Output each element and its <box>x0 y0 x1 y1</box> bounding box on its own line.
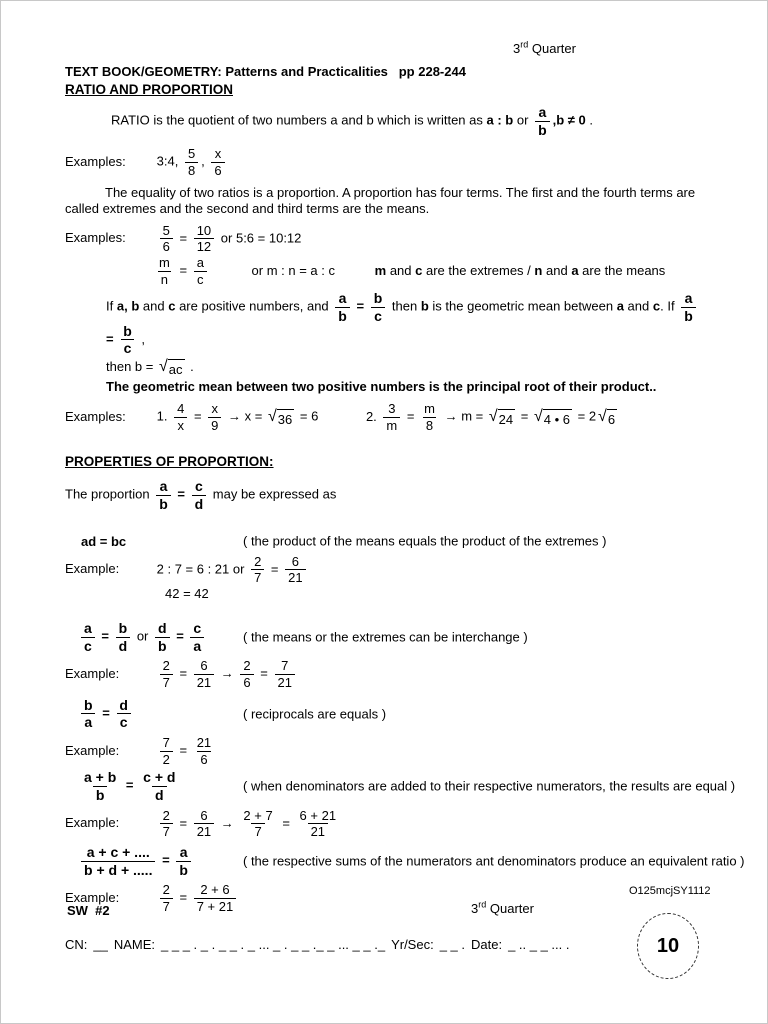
fraction-numerator: a + c + .... <box>86 843 150 860</box>
yrsec-label: Yr/Sec: <box>391 937 434 952</box>
fraction-denominator: 21 <box>285 569 305 585</box>
fraction-numerator: a <box>196 254 204 270</box>
equals-sign: = <box>282 815 290 831</box>
equals-sign: = <box>260 665 268 681</box>
proportion-definition-paragraph: The equality of two ratios is a proportion. A proportion has four terms. The first and the fourth terms are called extremes and the second and third terms are the means. <box>65 184 699 217</box>
geometric-mean-text: is the geometric mean between <box>432 298 614 314</box>
proportion-intro-text: The proportion <box>65 486 150 502</box>
example-number-1: 1. <box>156 408 168 424</box>
fraction-b-over-c <box>120 324 135 356</box>
seatwork-number: SW #2 <box>67 903 110 918</box>
comma: , <box>201 153 205 169</box>
fraction-numerator: 2 + 7 <box>243 807 273 823</box>
geometric-mean-sentence <box>106 291 709 356</box>
ratio-colon-notation: a : b <box>486 112 514 128</box>
page-content <box>1 1 767 914</box>
name-blank-field[interactable]: _ _ _ . _ . _ _ . _ ... _ . _ _ ._ _ ... _ _ ._ <box>161 937 386 952</box>
fraction-numerator: 2 <box>243 658 251 674</box>
equals-sign: = <box>125 777 134 793</box>
fraction-numerator: d <box>158 619 167 636</box>
fraction-denominator: 6 <box>197 751 210 767</box>
property-2-rule-line <box>65 621 709 653</box>
or-text: or <box>516 112 529 128</box>
fraction-denominator: c <box>81 637 95 654</box>
fraction-a-over-b <box>335 291 350 323</box>
fraction-numerator: 2 <box>162 882 170 898</box>
radical-sign-icon: √ <box>268 407 277 425</box>
property-3-description: ( reciprocals are equals ) <box>243 706 387 722</box>
equals-sign: = <box>179 665 188 681</box>
fraction-5-over-6 <box>160 224 173 254</box>
fraction-5-over-8 <box>185 147 198 177</box>
fraction-denominator: b + d + ..... <box>81 861 155 878</box>
square-root-4-times-6 <box>534 408 572 427</box>
positive-numbers-text: are positive numbers, and <box>179 298 329 314</box>
fraction-numerator: a <box>179 843 188 860</box>
means-text: are the means <box>582 262 666 278</box>
example-label: Example: <box>65 742 120 758</box>
extremes-text: are the extremes / <box>426 262 531 278</box>
equals-sign: = <box>179 262 188 278</box>
property-2-description: ( the means or the extremes can be interchange ) <box>243 629 528 645</box>
fraction-a-over-c <box>81 621 95 653</box>
and-text: and <box>389 262 412 278</box>
property-1-description: ( the product of the means equals the product of the extremes ) <box>243 533 607 549</box>
fraction-sum-numerators-over-sum-denominators <box>81 845 155 877</box>
var-c: c <box>652 298 661 314</box>
fraction-numerator: 2 <box>254 553 262 569</box>
fraction-numerator: 7 <box>281 658 289 674</box>
quarter-word: Quarter <box>531 41 576 56</box>
extreme-m: m <box>374 262 387 278</box>
fraction-numerator: 4 <box>177 400 185 416</box>
fraction-numerator: 10 <box>196 222 212 238</box>
fraction-numerator: 7 <box>162 734 170 750</box>
equals-sign: = <box>101 628 110 644</box>
fraction-4-over-x <box>174 402 187 432</box>
geometric-mean-principle: The geometric mean between two positive numbers is the principal root of their product.. <box>106 378 657 394</box>
fraction-7-over-2 <box>160 736 173 766</box>
fraction-denominator: 8 <box>185 162 198 178</box>
fraction-denominator: 7 <box>160 674 173 690</box>
arrow-symbol: → <box>220 815 234 831</box>
equals-sign: = <box>106 331 114 347</box>
fraction-numerator: 6 <box>200 658 208 674</box>
fraction-a-over-b <box>535 105 550 137</box>
fraction-numerator: a <box>538 104 547 120</box>
radical-sign-icon: √ <box>488 407 498 425</box>
then-b-equals-text: then b = <box>106 358 154 374</box>
radical-sign-icon: √ <box>598 407 607 425</box>
comma: , <box>141 331 146 347</box>
and-text: and <box>545 262 568 278</box>
ratio-definition-line <box>111 105 709 137</box>
fraction-numerator: d <box>119 696 128 713</box>
fraction-denominator: x <box>174 417 187 433</box>
fraction-denominator: 21 <box>194 674 214 690</box>
fraction-a-over-b <box>156 479 171 511</box>
example-label: Example: <box>65 561 120 577</box>
var-c: c <box>168 298 176 314</box>
equals-sign: = <box>193 408 202 424</box>
fraction-denominator: m <box>383 417 400 433</box>
fraction-numerator: a + b <box>84 769 117 786</box>
square-root-6 <box>598 408 617 427</box>
quarter-ordinal-suffix: rd <box>478 899 487 910</box>
if-text: If <box>106 298 114 314</box>
property-5-rule-line <box>65 843 745 878</box>
means-extremes-note <box>375 263 666 278</box>
fraction-denominator: 7 + 21 <box>194 898 237 914</box>
cn-blank-field[interactable]: __ <box>93 937 108 952</box>
or-text: or <box>136 628 149 644</box>
radical-sign-icon: √ <box>158 357 168 375</box>
fraction-denominator: 6 <box>240 674 253 690</box>
fraction-denominator: c <box>194 271 207 287</box>
radicand: 36 <box>277 409 294 427</box>
if-clause-text: . If <box>660 298 675 314</box>
fraction-numerator: 2 <box>162 807 170 823</box>
ratio-examples-line <box>65 147 709 177</box>
example-label: Example: <box>65 815 120 831</box>
fraction-x-over-6 <box>211 147 224 177</box>
fraction-a-plus-b-over-b <box>81 770 119 802</box>
fraction-numerator: c + d <box>143 769 176 786</box>
ratio-definition-text: RATIO is the quotient of two numbers a and b which is written as <box>111 112 483 128</box>
fraction-denominator: a <box>81 713 95 730</box>
equals-sign: = <box>406 408 415 424</box>
properties-heading-line <box>65 454 709 469</box>
equals-6-text: = 6 <box>299 408 319 424</box>
fraction-denominator: b <box>176 861 191 878</box>
fraction-numerator: 6 <box>200 807 208 823</box>
fraction-denominator: c <box>121 339 135 356</box>
quarter-number: 3 <box>471 901 479 916</box>
fraction-denominator: b <box>155 637 170 654</box>
fraction-denominator: b <box>93 786 108 803</box>
fraction-denominator: 21 <box>194 823 214 839</box>
fraction-a-over-b <box>681 291 696 323</box>
fraction-denominator: c <box>371 307 385 324</box>
quarter-header <box>513 41 709 56</box>
colon-notation-text: or m : n = a : c <box>251 262 335 278</box>
fraction-21-over-6 <box>194 736 214 766</box>
fraction-6-over-21 <box>285 555 305 585</box>
fraction-numerator: 3 <box>388 400 396 416</box>
fraction-2-over-7 <box>160 883 173 913</box>
means-extremes-line <box>153 256 709 286</box>
fraction-10-over-12 <box>194 224 214 254</box>
equals-sign: = <box>179 230 188 246</box>
fraction-7-over-21 <box>275 659 295 689</box>
example-ratio-text: 2 : 7 = 6 : 21 or <box>156 561 245 577</box>
property-4-example-line <box>65 809 709 839</box>
equals-sign: = <box>356 298 365 314</box>
yrsec-blank-field[interactable]: _ _ . <box>439 937 465 952</box>
fraction-denominator: 21 <box>308 823 328 839</box>
property-4-rule-line <box>65 769 736 803</box>
fraction-numerator: 5 <box>187 146 196 162</box>
mean-a: a <box>571 262 579 278</box>
fraction-denominator: b <box>535 121 550 138</box>
fraction-numerator: a <box>684 290 693 307</box>
fraction-numerator: x <box>211 400 219 416</box>
ratio-example-text: 3:4, <box>156 153 179 169</box>
fraction-m-over-n <box>156 256 173 286</box>
fraction-2-plus-7-over-7 <box>240 809 275 839</box>
fraction-denominator: b <box>681 307 696 324</box>
fraction-2-over-7 <box>160 809 173 839</box>
fraction-denominator: 8 <box>423 417 436 433</box>
fraction-numerator: c <box>194 478 203 495</box>
fraction-numerator: 6 + 21 <box>299 807 337 823</box>
radicand: ac <box>168 359 185 377</box>
property-4-description: ( when denominators are added to their respective numerators, the results are equal ) <box>243 778 736 794</box>
fraction-numerator: m <box>159 254 170 270</box>
mean-n: n <box>534 262 543 278</box>
fraction-denominator: a <box>190 637 204 654</box>
fraction-x-over-9 <box>208 402 221 432</box>
fraction-2-over-7 <box>251 555 264 585</box>
fraction-denominator: 2 <box>160 751 173 767</box>
example-number-2: 2. <box>365 408 377 424</box>
fraction-c-plus-d-over-d <box>140 770 178 802</box>
radical-sign-icon: √ <box>533 407 543 425</box>
nonzero-condition: ,b ≠ 0 <box>552 112 586 128</box>
fraction-6-plus-21-over-21 <box>297 809 340 839</box>
examples-label: Examples: <box>65 230 126 246</box>
fraction-numerator: 5 <box>162 222 170 238</box>
fraction-denominator: c <box>117 713 131 730</box>
square-root-24 <box>489 408 515 427</box>
fraction-numerator: c <box>193 619 202 636</box>
fraction-numerator: b <box>373 290 383 307</box>
ratio-section-heading: RATIO AND PROPORTION <box>65 82 233 97</box>
examples-label: Examples: <box>65 153 126 169</box>
radicand: 4 • 6 <box>543 409 572 427</box>
fraction-b-over-d <box>116 621 131 653</box>
quarter-ordinal-suffix: rd <box>520 39 529 50</box>
fraction-denominator: d <box>152 786 167 803</box>
date-blank-field[interactable]: _ .. _ _ ... . <box>508 937 570 952</box>
footer-quarter-header <box>471 901 534 916</box>
fraction-d-over-c <box>116 698 131 730</box>
sentence-period: . <box>190 358 194 374</box>
property-5-description: ( the respective sums of the numerators ant denominators produce an equivalent ratio ) <box>243 853 745 869</box>
equals-sign: = <box>176 628 184 644</box>
equals-sign: = <box>179 815 188 831</box>
fraction-6-over-21 <box>194 809 214 839</box>
fraction-numerator: a <box>338 290 347 307</box>
expressed-as-text: may be expressed as <box>212 486 337 502</box>
fraction-numerator: 2 + 6 <box>200 882 230 898</box>
property-5-example-line <box>65 883 709 913</box>
fraction-d-over-b <box>155 621 170 653</box>
arrow-symbol: → <box>220 665 234 681</box>
grade-level-circle <box>637 913 699 979</box>
fraction-numerator: b <box>84 696 93 713</box>
property-2-example-line <box>65 659 709 689</box>
quarter-word: Quarter <box>489 901 534 916</box>
cross-product-rule: ad = bc <box>81 533 127 549</box>
equals-sign: = <box>179 889 188 905</box>
fraction-b-over-c <box>371 291 386 323</box>
examples-label: Examples: <box>65 408 126 424</box>
equals-sign: = <box>520 408 529 424</box>
fraction-numerator: b <box>118 619 128 636</box>
properties-section-heading: PROPERTIES OF PROPORTION: <box>65 454 274 470</box>
fraction-denominator: 9 <box>208 417 221 433</box>
fraction-a-over-c <box>194 256 207 286</box>
fraction-denominator: n <box>158 271 171 287</box>
student-info-line <box>65 937 631 952</box>
extreme-c: c <box>415 262 423 278</box>
var-a: a <box>616 298 624 314</box>
fraction-denominator: 6 <box>211 162 224 178</box>
fraction-denominator: b <box>335 307 350 324</box>
example-label: Example: <box>65 665 120 681</box>
fraction-m-over-8 <box>421 402 438 432</box>
fraction-numerator: m <box>424 400 435 416</box>
arrow-symbol: → <box>444 408 458 424</box>
textbook-title: TEXT BOOK/GEOMETRY: Patterns and Practicalities pp 228-244 <box>65 64 466 79</box>
fraction-numerator: 2 <box>162 658 170 674</box>
fraction-denominator: 7 <box>160 898 173 914</box>
fraction-numerator: 6 <box>291 553 299 569</box>
fraction-2-over-7 <box>160 659 173 689</box>
equals-sign: = <box>177 486 185 502</box>
fraction-b-over-a <box>81 698 96 730</box>
name-label: NAME: <box>113 937 156 952</box>
fraction-numerator: x <box>214 146 222 162</box>
fraction-numerator: a <box>84 619 92 636</box>
geometric-mean-examples-line <box>65 402 709 432</box>
sentence-period: . <box>589 112 594 128</box>
fraction-2-over-6 <box>240 659 253 689</box>
var-b: b <box>420 298 429 314</box>
fraction-denominator: 7 <box>160 823 173 839</box>
ratio-heading-line <box>65 82 709 97</box>
fraction-denominator: 21 <box>275 674 295 690</box>
arrow-symbol: → <box>228 408 242 424</box>
fraction-denominator: b <box>156 495 171 512</box>
alternate-notation-text: or 5:6 = 10:12 <box>220 230 302 246</box>
then-text: then <box>391 298 418 314</box>
fraction-a-over-b <box>176 845 191 877</box>
equals-2-text: = 2 <box>577 408 597 424</box>
fraction-denominator: 7 <box>251 823 264 839</box>
fraction-numerator: b <box>123 322 132 339</box>
fraction-denominator: 7 <box>251 569 264 585</box>
equals-sign: = <box>179 742 188 758</box>
x-equals-text: x = <box>244 408 263 424</box>
document-code: O125mcjSY1112 <box>629 885 711 897</box>
fraction-c-over-d <box>192 479 207 511</box>
quarter-number: 3 <box>513 41 521 56</box>
fraction-denominator: 6 <box>160 238 173 254</box>
geometric-mean-formula-line <box>106 358 709 377</box>
fraction-denominator: d <box>116 637 131 654</box>
square-root-36 <box>268 408 294 427</box>
grade-level: 10 <box>656 934 680 957</box>
fraction-c-over-a <box>190 621 204 653</box>
square-root-expression <box>159 358 185 377</box>
properties-intro-line <box>65 479 709 511</box>
fraction-6-over-21 <box>194 659 214 689</box>
equals-sign: = <box>162 852 170 868</box>
m-equals-text: m = <box>461 408 484 424</box>
property-3-example-line <box>65 736 709 766</box>
and-text: and <box>142 298 165 314</box>
fraction-denominator: d <box>192 495 207 512</box>
and-text: and <box>627 298 650 314</box>
cn-label: CN: <box>65 937 88 952</box>
example-label: Example: <box>65 889 120 905</box>
fraction-denominator: 12 <box>194 238 214 254</box>
radicand: 6 <box>607 409 617 427</box>
date-label: Date: <box>470 937 503 952</box>
fraction-numerator: 21 <box>196 734 212 750</box>
property-1-rule-line <box>65 534 709 549</box>
property-3-rule-line <box>65 698 709 730</box>
fraction-3-over-m <box>383 402 400 432</box>
equals-sign: = <box>270 561 279 577</box>
proportion-examples-line <box>65 224 709 254</box>
equals-sign: = <box>102 705 110 721</box>
fraction-numerator: a <box>159 478 168 495</box>
fraction-2-plus-6-over-7-plus-21 <box>194 883 237 913</box>
property-1-example-line <box>65 555 709 585</box>
property-1-result: 42 = 42 <box>165 585 209 601</box>
vars-ab: a, b <box>116 298 140 314</box>
radicand: 24 <box>498 409 515 427</box>
